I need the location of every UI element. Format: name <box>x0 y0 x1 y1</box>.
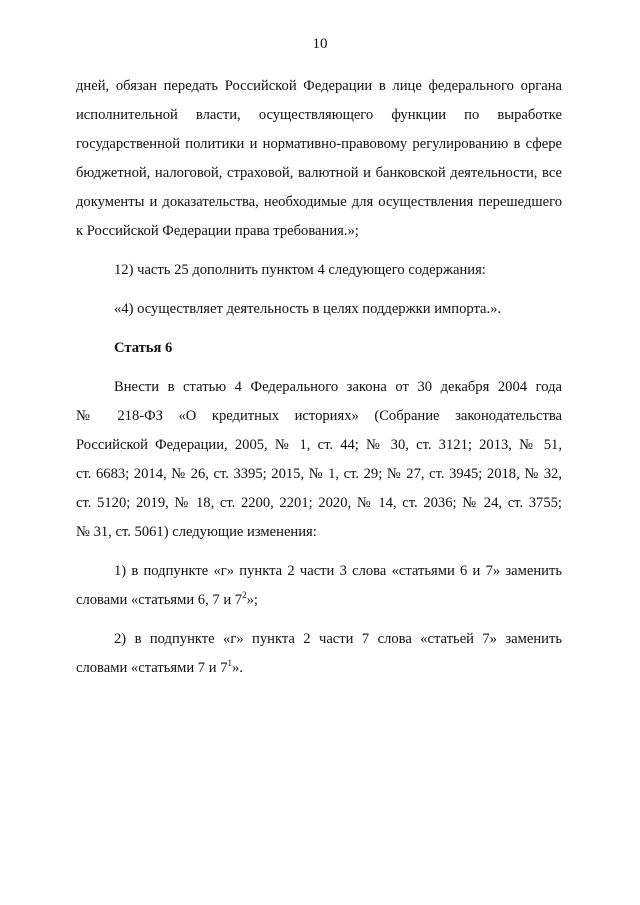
change-1-text-end: »; <box>246 592 258 608</box>
page-number: 10 <box>312 36 328 52</box>
change-1-text: словами «статьями 6, 7 и 7 <box>76 592 243 608</box>
change-2-text: словами «статьями 7 и 7 <box>76 660 228 676</box>
paragraph-line: № 218-ФЗ «О кредитных историях» (Собрание законодательства <box>76 408 562 424</box>
superscript: 1 <box>227 658 232 668</box>
paragraph-line: ст. 6683; 2014, № 26, ст. 3395; 2015, № 1, ст. 29; № 27, ст. 3945; 2018, № 32, <box>76 466 562 482</box>
change-2-text-end: ». <box>232 660 243 676</box>
change-2-line: 2) в подпункте «г» пункта 2 части 7 слова «статьей 7» заменить <box>114 631 562 647</box>
change-1-line <box>76 586 562 615</box>
item-12: 12) часть 25 дополнить пунктом 4 следующего содержания: <box>114 262 486 278</box>
paragraph-line: государственной политики и нормативно-правовому регулированию в сфере <box>76 136 562 152</box>
paragraph-line: к Российской Федерации права требования.»; <box>76 223 359 239</box>
paragraph-line: Внести в статью 4 Федерального закона от 30 декабря 2004 года <box>114 379 562 395</box>
quoted-item-4: «4) осуществляет деятельность в целях поддержки импорта.». <box>114 301 502 317</box>
change-2-line <box>76 654 562 683</box>
change-1-line: 1) в подпункте «г» пункта 2 части 3 слова «статьями 6 и 7» заменить <box>114 563 562 579</box>
article-heading: Статья 6 <box>114 340 173 356</box>
paragraph-line: документы и доказательства, необходимые для осуществления перешедшего <box>76 194 562 210</box>
paragraph-line: ст. 5120; 2019, № 18, ст. 2200, 2201; 2020, № 14, ст. 2036; № 24, ст. 3755; <box>76 495 562 511</box>
paragraph-line: Российской Федерации, 2005, № 1, ст. 44; № 30, ст. 3121; 2013, № 51, <box>76 437 562 453</box>
paragraph-line: дней, обязан передать Российской Федерации в лице федерального органа <box>76 78 562 94</box>
paragraph-line: бюджетной, налоговой, страховой, валютной и банковской деятельности, все <box>76 165 562 181</box>
superscript: 2 <box>242 590 247 600</box>
document-body <box>76 72 562 683</box>
paragraph-line: № 31, ст. 5061) следующие изменения: <box>76 524 317 540</box>
paragraph-line: исполнительной власти, осуществляющего функции по выработке <box>76 107 562 123</box>
